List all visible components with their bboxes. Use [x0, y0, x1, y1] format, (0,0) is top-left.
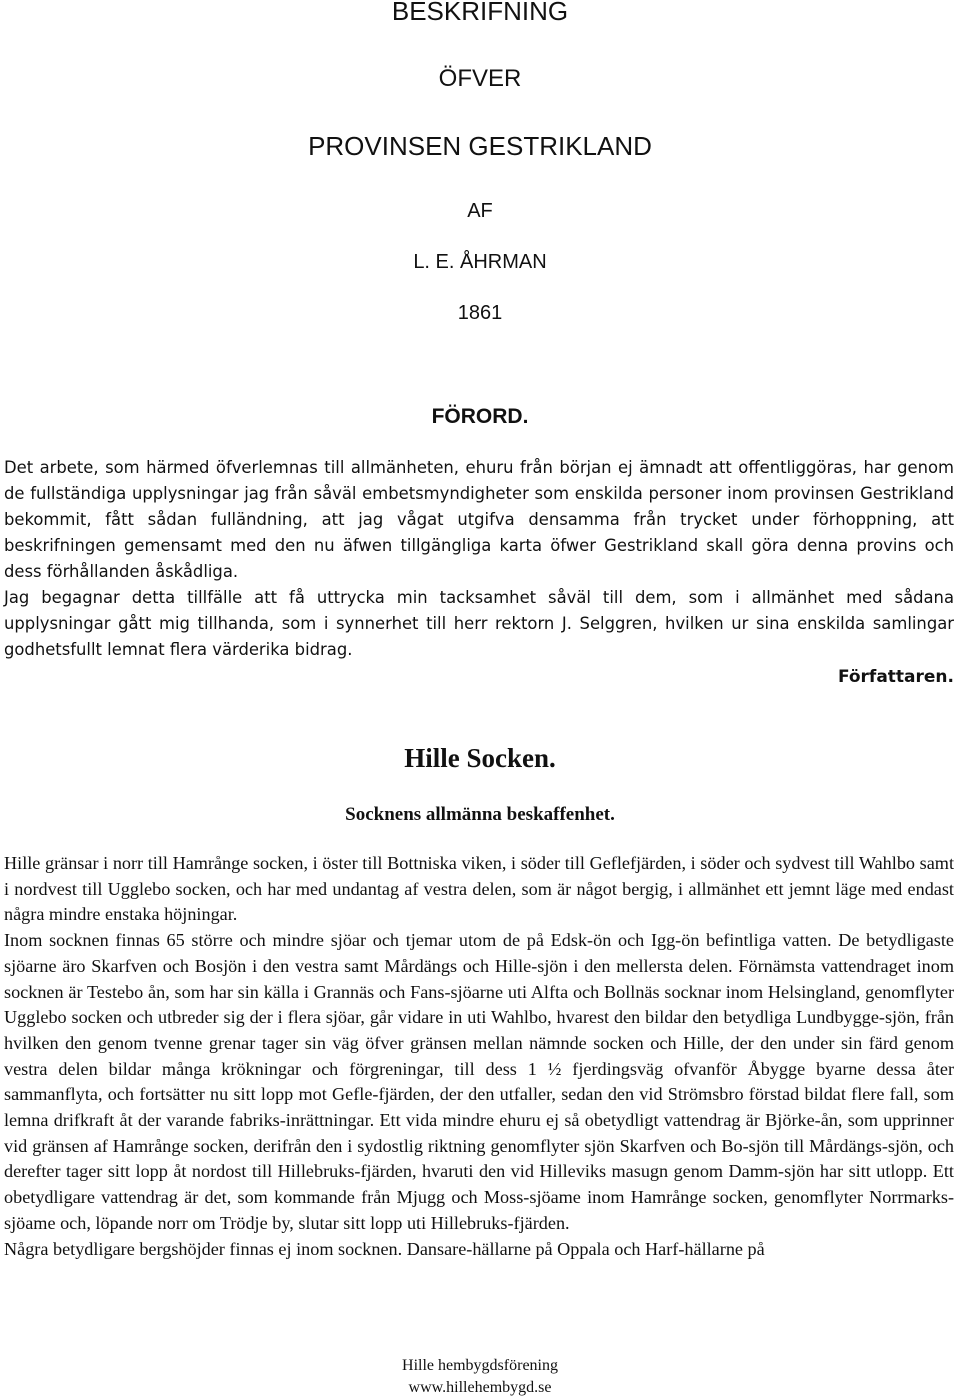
preface-signature: Författaren. — [837, 667, 954, 687]
section-title: Hille Socken. — [404, 743, 556, 773]
title-line-4: AF — [467, 200, 493, 222]
preface-text — [4, 455, 954, 663]
body-paragraph: Hille gränsar i norr till Hamrånge socken, i öster till Bottniska viken, i söder till Geflefjärden, i söder och sydvest till Wahlbo samt i nordvest till Ugglebo socken, och har med undantag af vestra delen, som är något bergig, i allmänhet ett jemnt läge med endast några mindre enstaka höjningar. — [4, 853, 954, 925]
publication-year: 1861 — [457, 302, 503, 324]
body-paragraph: Några betydligare bergshöjder finnas ej inom socknen. Dansare-hällarne på Oppala och Harf-hällarne på — [4, 1238, 765, 1259]
preface-heading: FÖRORD. — [431, 405, 529, 428]
author-name: L. E. ÅHRMAN — [413, 251, 547, 273]
section-body — [4, 851, 954, 1262]
footer-organization: Hille hembygdsförening — [402, 1357, 558, 1374]
preface-paragraph: Det arbete, som härmed öfverlemnas till allmänheten, ehuru från början ej ämnadt att offentliggöras, har genom de fullständiga upplysningar jag från såväl embetsmyndigheter som enskilda personer inom provinsen Gestrikland bekommit, fått sådan fulländning, att jag vågat utgifva densamma från trycket under förhoppning, att beskrifningen gemensamt med den nu äfwen tillgängliga karta öfwer Gestrikland skall göra denna provins och dess förhållanden åskådliga. — [4, 458, 954, 581]
title-line-2: ÖFVER — [438, 65, 522, 92]
preface-paragraph: Jag begagnar detta tillfälle att få uttrycka min tacksamhet såväl till dem, som i allmänhet med sådana upplysningar gått mig tillhanda, som i synnerhet till herr rektorn J. Selggren, hvilken ur sina enskilda samlingar godhetsfullt lemnat flera värderika bidrag. — [4, 588, 954, 659]
title-line-1: BESKRIFNING — [391, 0, 569, 26]
section-subtitle: Socknens allmänna beskaffenhet. — [345, 804, 615, 825]
footer-website: www.hillehembygd.se — [408, 1379, 552, 1396]
title-line-3: PROVINSEN GESTRIKLAND — [308, 131, 652, 161]
body-paragraph: Inom socknen finnas 65 större och mindre sjöar och tjemar utom de på Edsk-ön och Igg-ön befintliga vatten. De betydligaste sjöarne äro Skarfven och Bosjön i den vestra samt Mårdängs och Hille-sjön i den mellersta delen. Förnämsta vattendraget inom socknen är Testebo ån, som har sin källa i Grannäs och Fans-sjöarne uti Alfta och Bollnäs socknar inom Helsingland, genomflyter Ugglebo socken och utbreder sig der i flera sjöar, går vidare in uti Wahlbo, hvarest den bildar den betydliga Lundbygge-sjön, från hvilken den genom tvenne grenar tager sin väg öfver gränsen mellan nämnde socken och Hille, der den under sin färd genom vestra delen bildar många krökningar och förgreningar, till dess 1 ½ fjerdingsväg ofvanför Åbygge byarne dessa åter sammanflyta, och fortsätter nu sitt lopp mot Gefle-fjärden, der den utfaller, sedan den vid Strömsbro förstad bildat flere fall, som lemna drifkraft åt der varande fabriks-inrättningar. Ett vida mindre ehuru ej så obetydligt vattendrag är Björke-ån, som upprinner vid gränsen af Hamrånge socken, derifrån den i sydostlig riktning genomflyter sjön Skarfven och Bo-sjön till Mårdängs-sjön, och derefter tager sitt lopp åt nordost till Hillebruks-fjärden, hvaruti den vid Hilleviks masugn genom Damm-sjön har sitt utlopp. Ett obetydligare vattendrag är det, som kommande från Mjugg och Moss-sjöame inom Hamrånge socken, genomflyter Norrmarks-sjöame och, löpande norr om Trödje by, slutar sitt lopp uti Hillebruks-fjärden. — [4, 930, 954, 1233]
